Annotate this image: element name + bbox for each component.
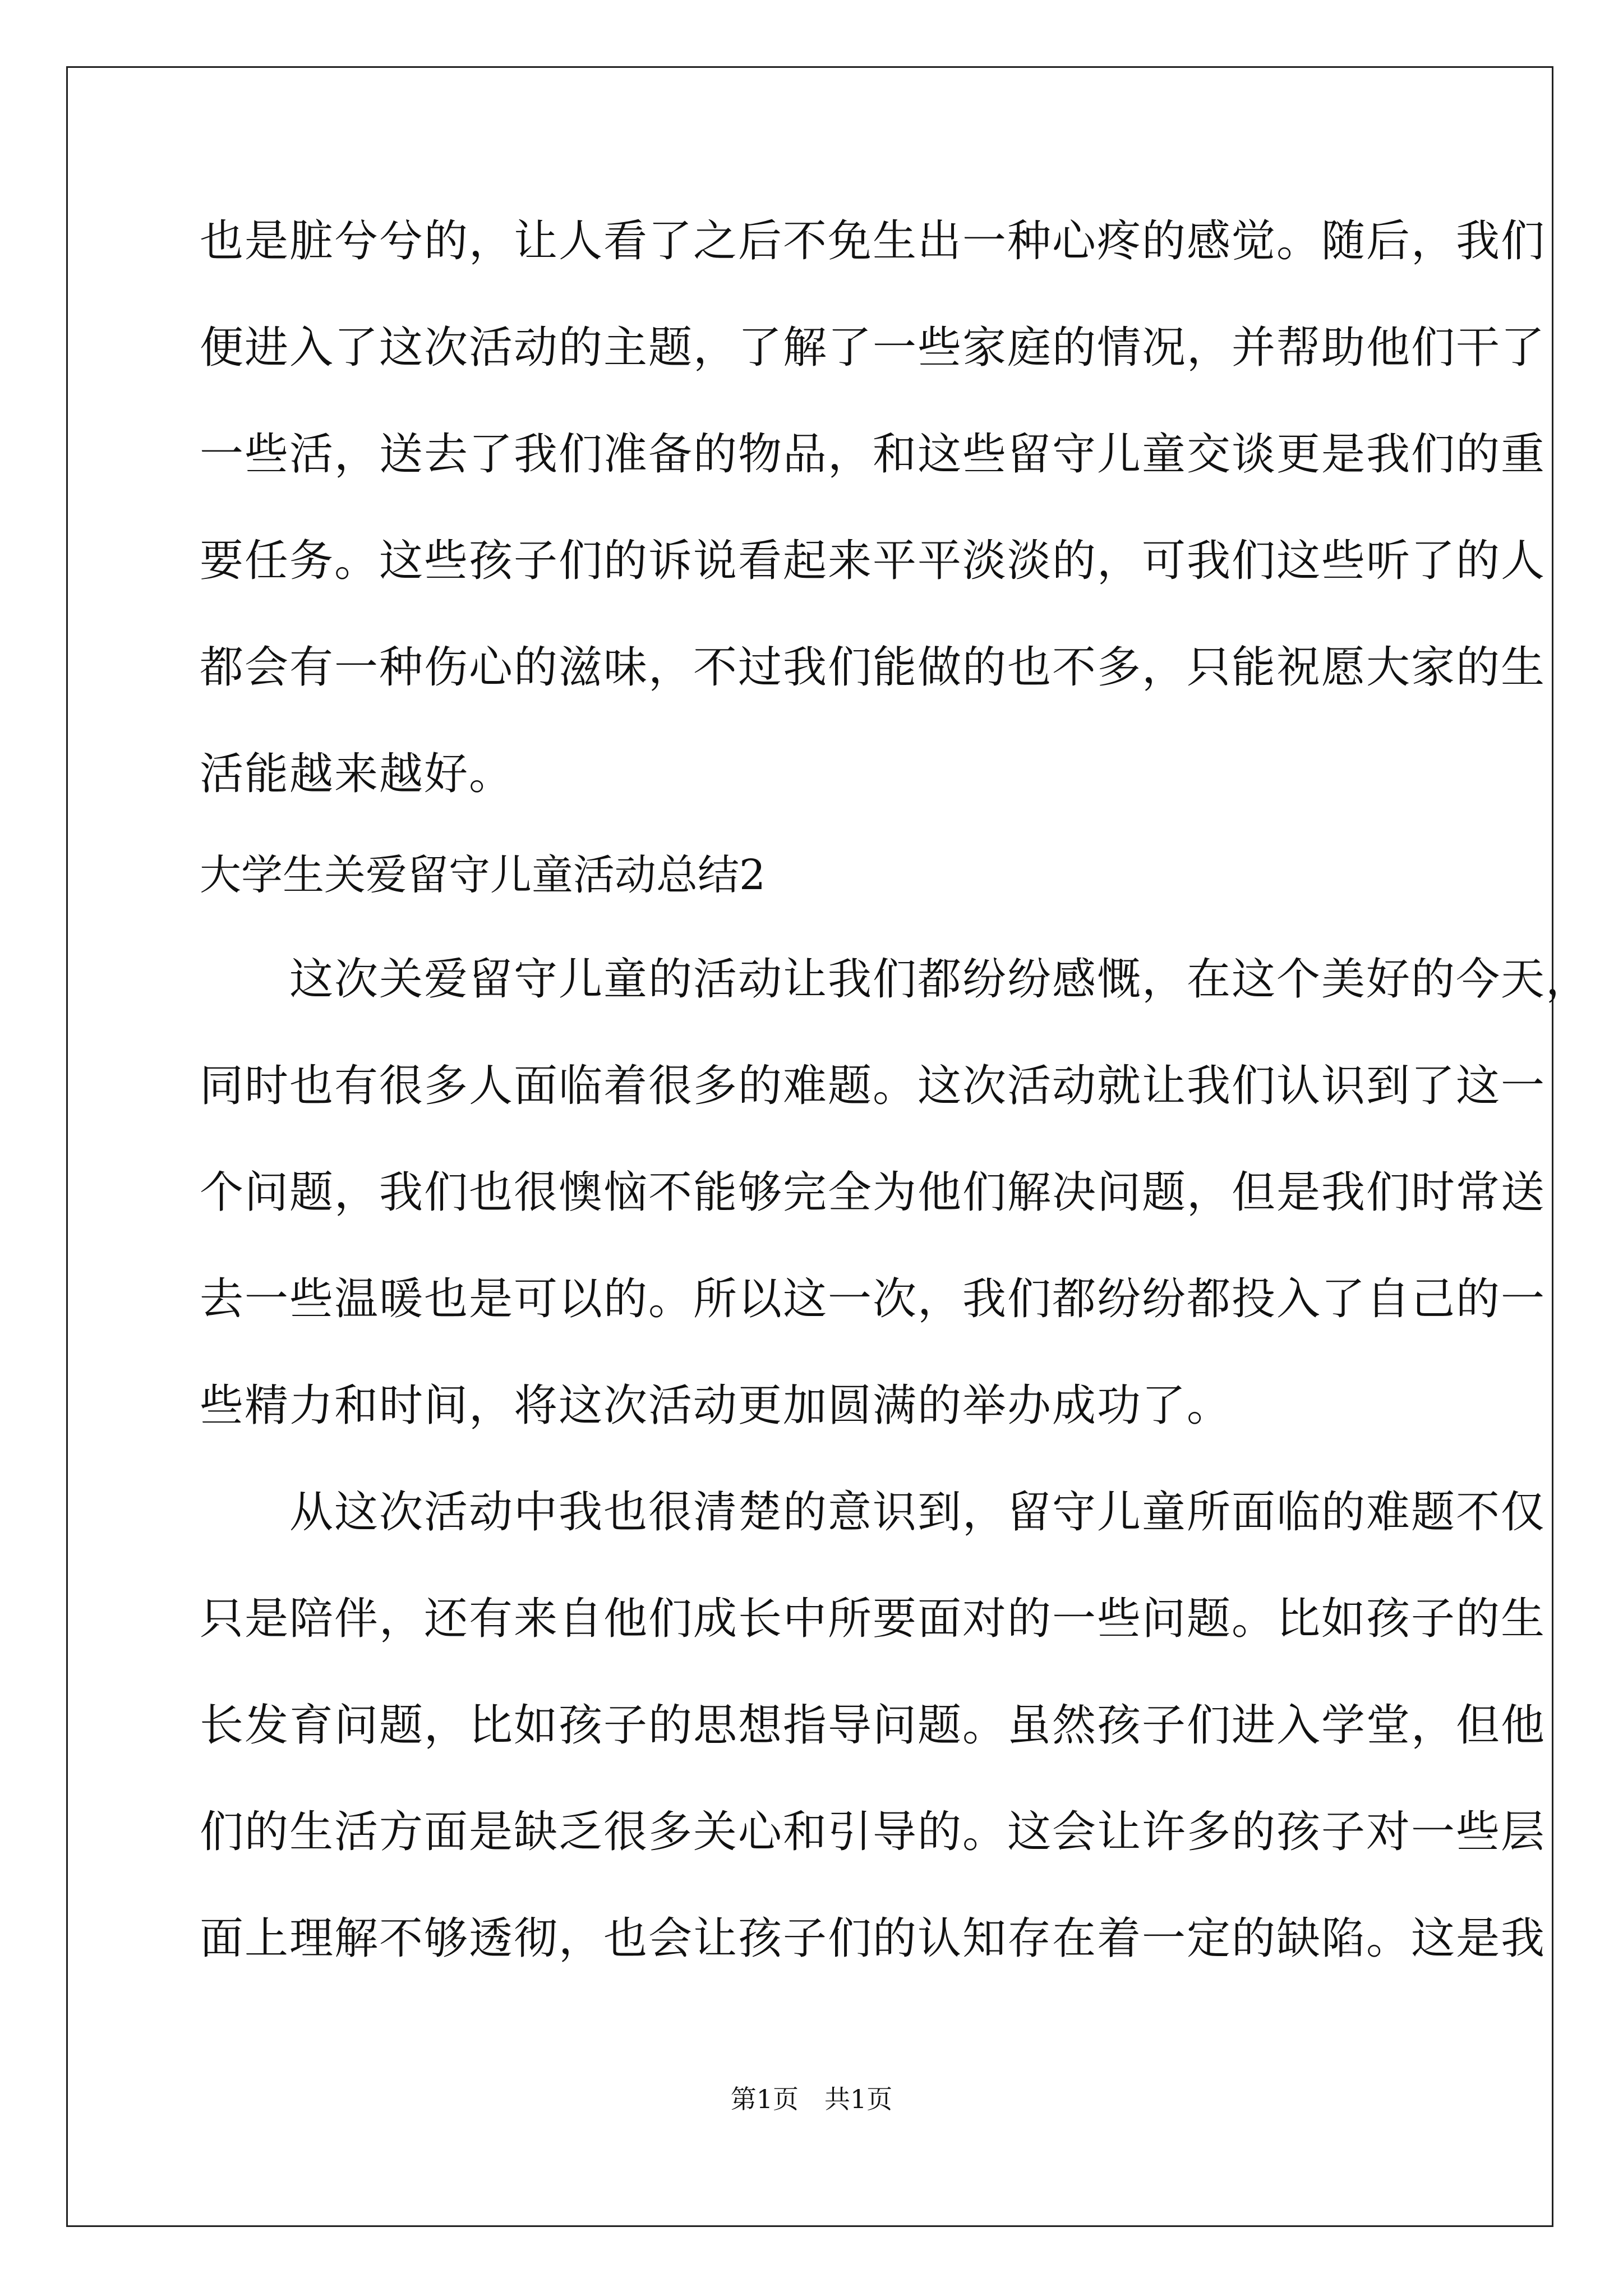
paragraph-line: 去一些温暖也是可以的。所以这一次，我们都纷纷都投入了自己的一 (200, 1274, 1546, 1324)
page-border (66, 66, 1553, 2227)
paragraph-line: 一些活，送去了我们准备的物品，和这些留守儿童交谈更是我们的重 (200, 429, 1546, 480)
section-heading: 大学生关爱留守儿童活动总结2 (200, 851, 766, 899)
paragraph-line: 们的生活方面是缺乏很多关心和引导的。这会让许多的孩子对一些层 (200, 1807, 1546, 1857)
paragraph-line: 要任务。这些孩子们的诉说看起来平平淡淡的，可我们这些听了的人 (200, 536, 1546, 586)
paragraph-line: 长发育问题，比如孩子的思想指导问题。虽然孩子们进入学堂，但他 (200, 1700, 1546, 1751)
paragraph-line: 面上理解不够透彻，也会让孩子们的认知存在着一定的缺陷。这是我 (200, 1913, 1546, 1964)
page-number-footer: 第1页 共1页 (730, 2084, 893, 2114)
paragraph-line: 便进入了这次活动的主题，了解了一些家庭的情况，并帮助他们干了 (200, 323, 1546, 373)
paragraph-line: 些精力和时间，将这次活动更加圆满的举办成功了。 (200, 1381, 1232, 1431)
paragraph-line: 活能越来越好。 (200, 749, 514, 799)
paragraph-line: 也是脏兮兮的，让人看了之后不免生出一种心疼的感觉。随后，我们 (200, 216, 1546, 266)
paragraph-line: 个问题，我们也很懊恼不能够完全为他们解决问题，但是我们时常送 (200, 1167, 1546, 1218)
paragraph-line: 只是陪伴，还有来自他们成长中所要面对的一些问题。比如孩子的生 (200, 1594, 1546, 1644)
paragraph-line: 这次关爱留守儿童的活动让我们都纷纷感慨，在这个美好的今天， (200, 954, 1591, 1005)
paragraph-line: 同时也有很多人面临着很多的难题。这次活动就让我们认识到了这一 (200, 1061, 1546, 1111)
paragraph-line: 都会有一种伤心的滋味，不过我们能做的也不多，只能祝愿大家的生 (200, 642, 1546, 693)
paragraph-line: 从这次活动中我也很清楚的意识到，留守儿童所面临的难题不仅 (200, 1487, 1546, 1538)
